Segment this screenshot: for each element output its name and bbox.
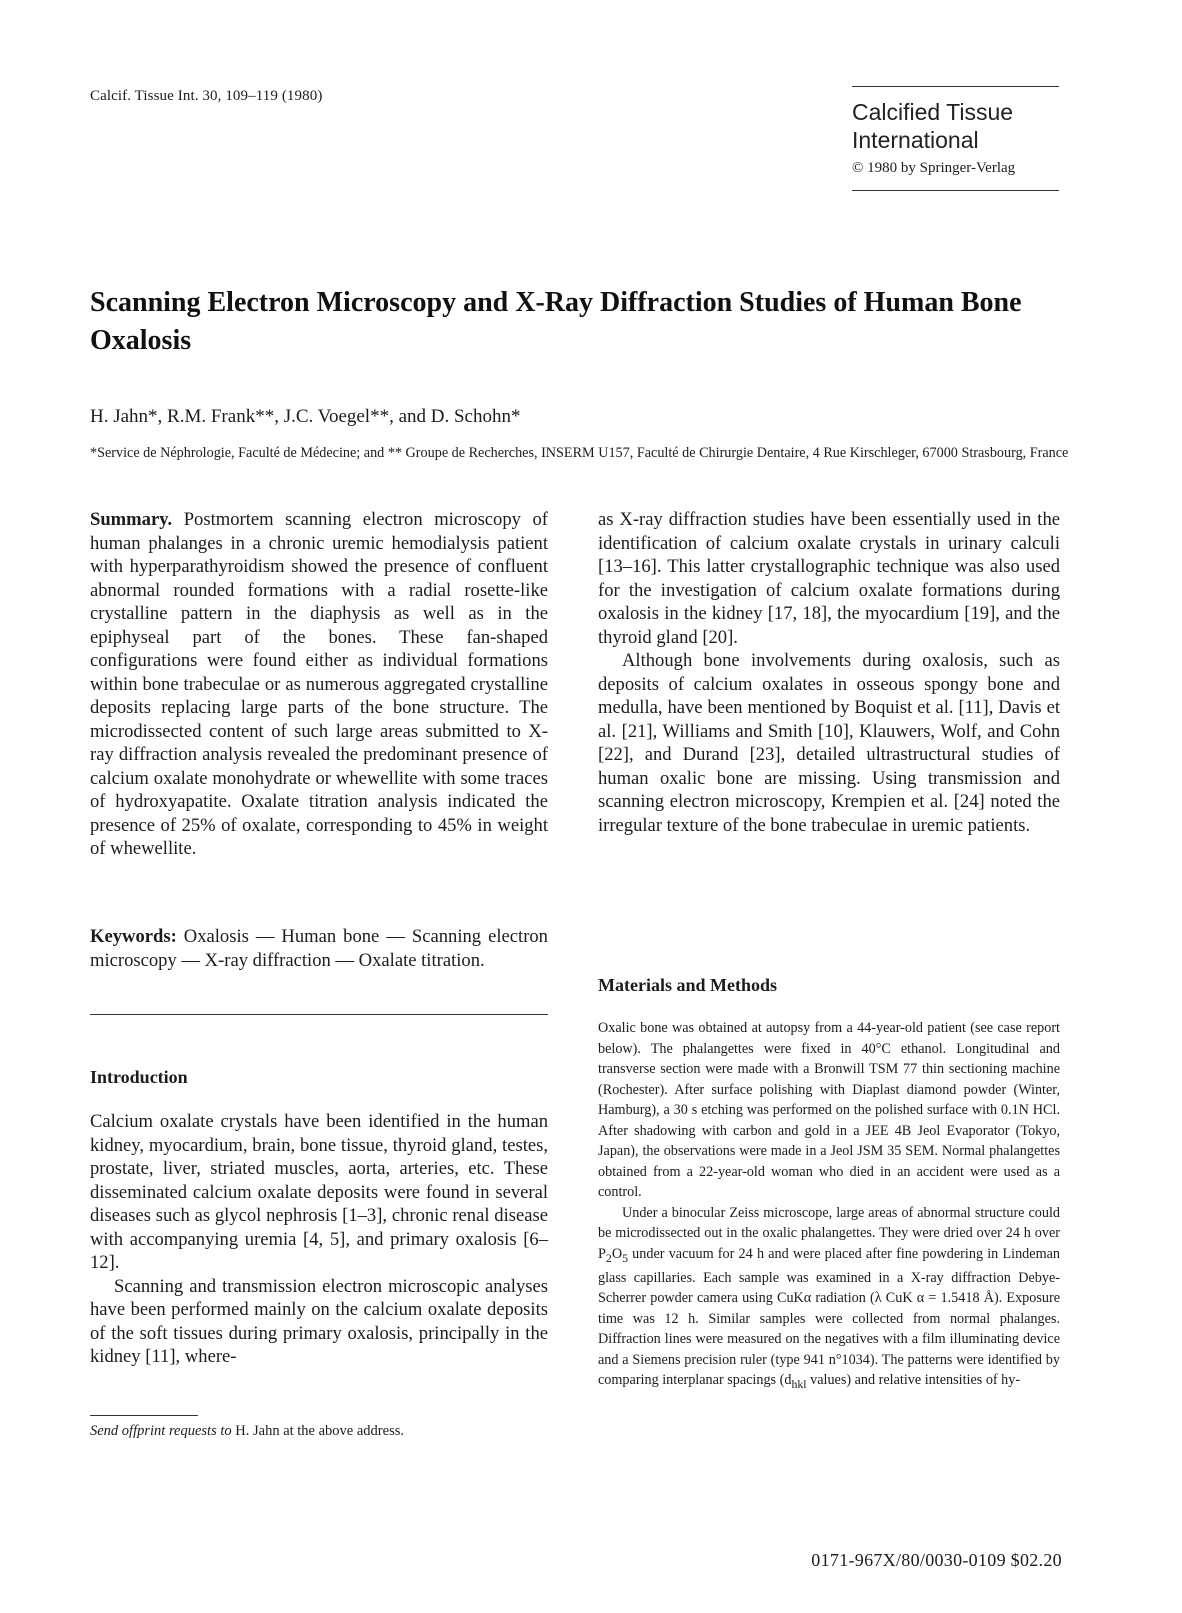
keywords-label: Keywords: bbox=[90, 926, 177, 947]
methods-heading: Materials and Methods bbox=[598, 975, 777, 995]
keywords-paragraph bbox=[90, 925, 548, 972]
methods-text-a: Under a binocular Zeiss microscope, large areas of abnormal structure could be microdissected out in the oxalic phalangettes. They were dried over 24 h over P bbox=[598, 1204, 1060, 1262]
methods-subscript-2: 5 bbox=[622, 1250, 628, 1265]
methods-subscript-1: 2 bbox=[605, 1250, 612, 1265]
footnote-italic: Send offprint requests to bbox=[90, 1423, 232, 1439]
header-rule-bottom bbox=[852, 190, 1059, 191]
methods-paragraph-1: Oxalic bone was obtained at autopsy from a 44-year-old patient (see case report below). The phalangettes were fixed in 40°C ethanol. Longitudinal and transverse section were made with a Bronwill TSM 77 thin sectioning machine (Rochester). After surface polishing with Diaplast diamond powder (Winter, Hamburg), a 30 s etching was performed on the polished surface with 0.1N HCl. After shadowing with carbon and gold in a JEE 4B Jeol Evaporator (Tokyo, Japan), the observations were made in a Jeol JSM 35 SEM. Normal phalangettes obtained from a 22-year-old woman who died in an accident were used as a control. bbox=[598, 1020, 1060, 1200]
journal-citation: Calcif. Tissue Int. 30, 109–119 (1980) bbox=[90, 88, 323, 104]
copyright-notice: © 1980 by Springer-Verlag bbox=[852, 160, 1016, 176]
footnote-rule bbox=[90, 1415, 198, 1416]
journal-name-line1: Calcified Tissue bbox=[852, 99, 1014, 125]
methods-text-d: values) and relative intensities of hy- bbox=[806, 1372, 1021, 1389]
summary-label: Summary. bbox=[90, 509, 173, 530]
page-identifier: 0171-967X/80/0030-0109 $02.20 bbox=[811, 1550, 1062, 1570]
journal-name bbox=[852, 98, 1052, 154]
summary-text: Postmortem scanning electron microscopy of human phalanges in a chronic uremic hemodialysis patient with hyperparathyroidism showed the presence of confluent abnormal rounded formations with a radial rosette-like crystalline pattern in the diaphysis as well as in the epiphyseal part of the bones. These fan-shaped configurations were found either as individual formations within bone trabeculae or as numerous aggregated crystalline deposits replacing large parts of the bone structure. The microdissected content of such large areas submitted to X-ray diffraction analysis revealed the predominant presence of calcium oxalate monohydrate or whewellite with some traces of hydroxyapatite. Oxalate titration analysis indicated the presence of 25% of oxalate, corresponding to 45% in weight of whewellite. bbox=[90, 509, 548, 859]
right-paragraph-2: Although bone involvements during oxalosis, such as deposits of calcium oxalates in osseous spongy bone and medulla, have been mentioned by Boquist et al. [11], Davis et al. [21], Williams and Smith [10], Klauwers, Wolf, and Cohn [22], and Durand [23], detailed ultrastructural studies of human oxalic bone are missing. Using transmission and scanning electron microscopy, Krempien et al. [24] noted the irregular texture of the bone trabeculae in uremic patients. bbox=[598, 650, 1060, 836]
introduction-heading: Introduction bbox=[90, 1067, 188, 1087]
right-column-body bbox=[598, 508, 1060, 837]
methods-text-b: O bbox=[611, 1245, 623, 1262]
introduction-paragraph-1: Calcium oxalate crystals have been identified in the human kidney, myocardium, brain, bone tissue, thyroid gland, testes, prostate, liver, striated muscles, aorta, arteries, etc. These disseminated calcium oxalate deposits were found in several diseases such as glycol nephrosis [1–3], chronic renal disease with accompanying uremia [4, 5], and primary oxalosis [6–12]. bbox=[90, 1111, 548, 1273]
methods-subscript-3: hkl bbox=[791, 1377, 807, 1392]
keywords-section bbox=[90, 925, 548, 972]
offprint-footnote bbox=[90, 1423, 404, 1440]
keywords-divider bbox=[90, 1014, 548, 1015]
footnote-rest: H. Jahn at the above address. bbox=[231, 1423, 404, 1439]
methods-paragraph-2 bbox=[598, 1203, 1060, 1395]
journal-name-line2: International bbox=[852, 127, 979, 153]
introduction-body bbox=[90, 1110, 548, 1369]
author-list: H. Jahn*, R.M. Frank**, J.C. Voegel**, and D. Schohn* bbox=[90, 406, 521, 427]
header-rule-top bbox=[852, 86, 1059, 87]
summary-section bbox=[90, 508, 548, 861]
affiliations: *Service de Néphrologie, Faculté de Médecine; and ** Groupe de Recherches, INSERM U157, Faculté de Chirurgie Dentaire, 4 Rue Kirschleger, 67000 Strasbourg, France bbox=[90, 445, 1069, 461]
methods-text-c: under vacuum for 24 h and were placed after fine powdering in Lindeman glass capillaries. Each sample was examined in a X-ray diffraction Debye-Scherrer powder camera using CuKα radiation (λ CuK α = 1.5418 Å). Exposure time was 12 h. Similar samples were collected from normal phalanges. Diffraction lines were measured on the negatives with a film illuminating device and a Siemens precision ruler (type 941 n°1034). The patterns were identified by comparing interplanar spacings (d bbox=[598, 1245, 1060, 1389]
introduction-paragraph-2: Scanning and transmission electron microscopic analyses have been performed mainly on the calcium oxalate deposits of the soft tissues during primary oxalosis, principally in the kidney [11], where- bbox=[90, 1275, 548, 1367]
keywords-text: Oxalosis — Human bone — Scanning electron microscopy — X-ray diffraction — Oxalate titration. bbox=[90, 926, 548, 971]
right-paragraph-1: as X-ray diffraction studies have been essentially used in the identification of calcium oxalate crystals in urinary calculi [13–16]. This latter crystallographic technique was also used for the investigation of calcium oxalate formations during oxalosis in the kidney [17, 18], the myocardium [19], and the thyroid gland [20]. bbox=[598, 509, 1060, 648]
methods-body bbox=[598, 1018, 1060, 1395]
summary-paragraph bbox=[90, 508, 548, 861]
article-title: Scanning Electron Microscopy and X-Ray Diffraction Studies of Human Bone Oxalosis bbox=[90, 287, 1022, 356]
